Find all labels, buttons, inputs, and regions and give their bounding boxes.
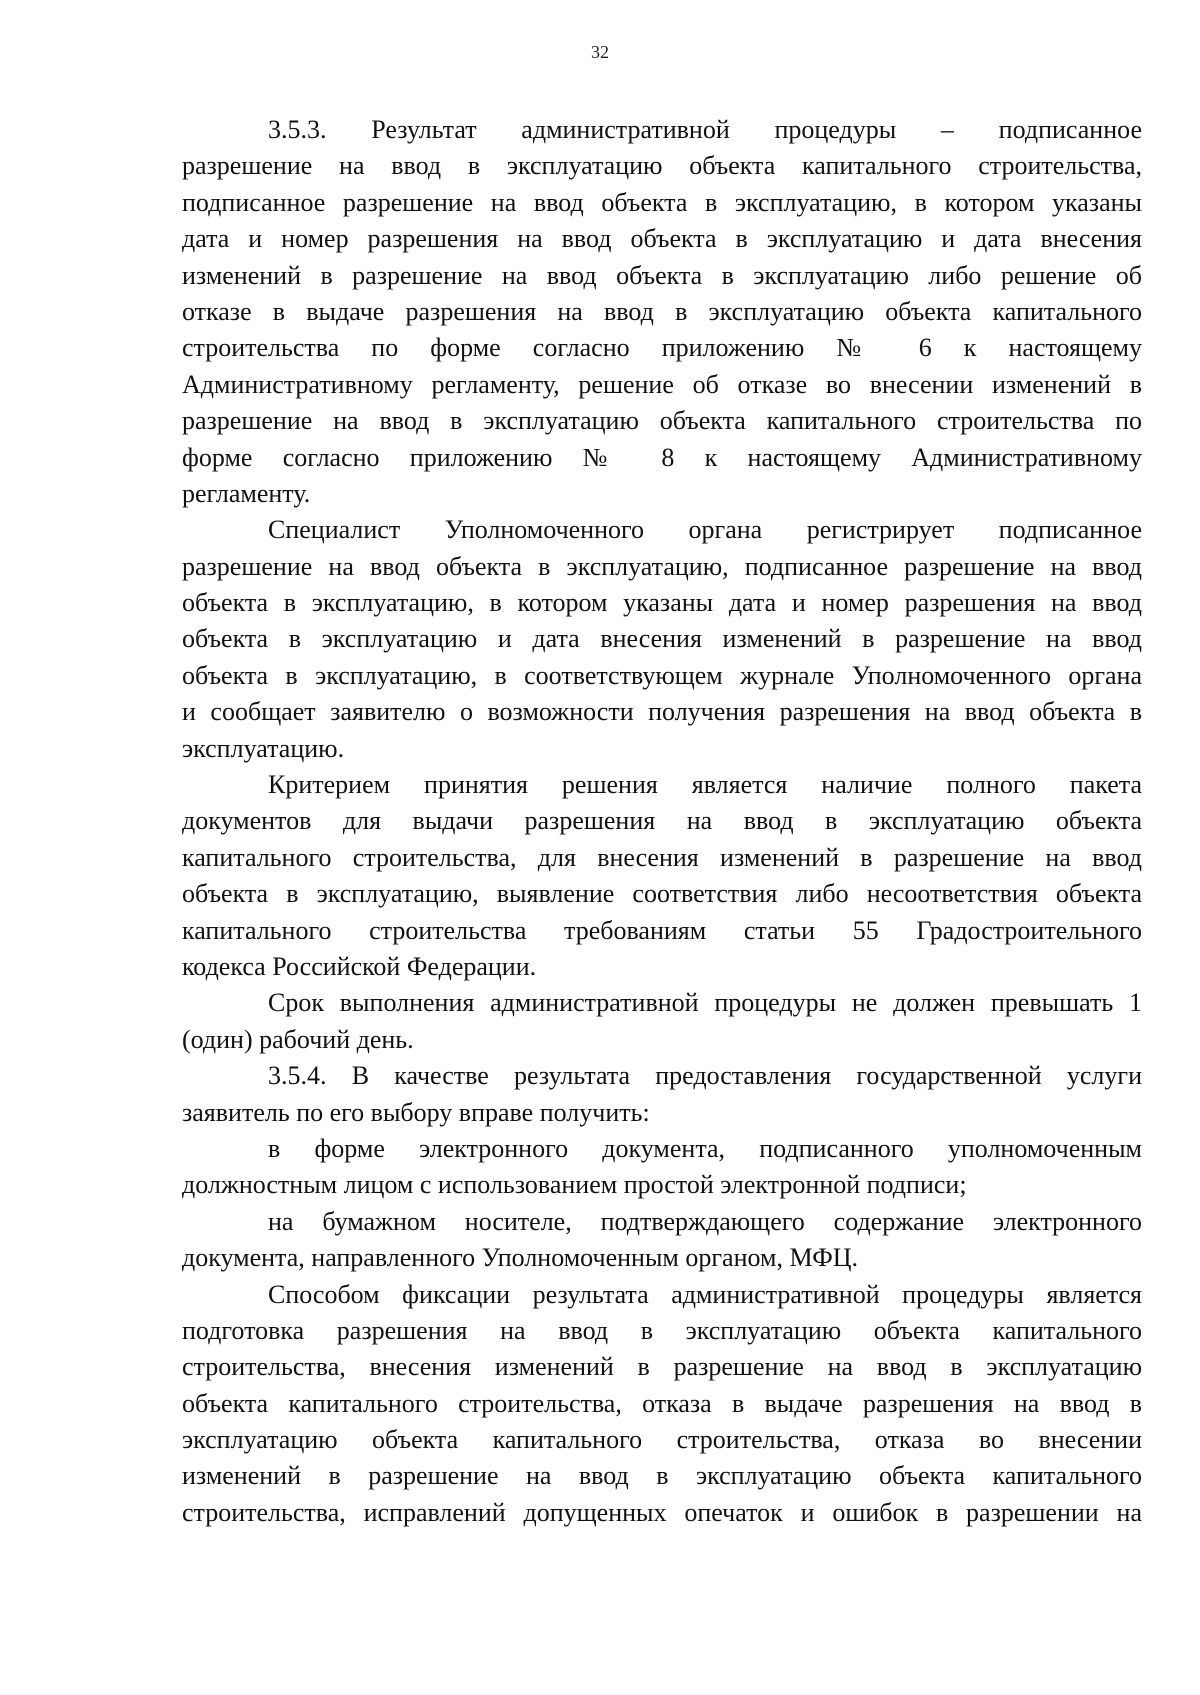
text-line: эксплуатацию.: [182, 733, 345, 763]
text-line: дата и номер разрешения на ввод объекта в эксплуатацию и дата внесения: [182, 224, 1142, 254]
text-line: объекта в эксплуатацию и дата внесения изменений в разрешение на ввод: [182, 624, 1142, 654]
text-line: 3.5.3. Результат административной процедуры – подписанное: [268, 115, 1142, 144]
text-line: (один) рабочий день.: [182, 1024, 414, 1054]
text-line: разрешение на ввод в эксплуатацию объекта капитального строительства по: [182, 406, 1142, 436]
text-line: Критерием принятия решения является наличие полного пакета: [268, 770, 1142, 800]
text-line: 3.5.4. В качестве результата предоставления государственной услуги: [268, 1061, 1142, 1091]
text-line: капитального строительства требованиям статьи 55 Градостроительного: [182, 915, 1142, 945]
text-line: объекта в эксплуатацию, выявление соответствия либо несоответствия объекта: [182, 879, 1142, 909]
text-line: капитального строительства, для внесения изменений в разрешение на ввод: [182, 842, 1142, 872]
text-line: регламенту.: [182, 478, 311, 508]
text-line: и сообщает заявителю о возможности получения разрешения на ввод объекта в: [182, 697, 1142, 727]
text-line: заявитель по его выбору вправе получить:: [182, 1097, 650, 1127]
text-line: должностным лицом с использованием простой электронной подписи;: [182, 1170, 967, 1200]
text-line: объекта капитального строительства, отказа в выдаче разрешения на ввод в: [182, 1388, 1142, 1418]
text-line: в форме электронного документа, подписанного уполномоченным: [268, 1133, 1142, 1163]
text-line: изменений в разрешение на ввод в эксплуатацию объекта капитального: [182, 1461, 1142, 1491]
text-line: документа, направленного Уполномоченным органом, МФЦ.: [182, 1243, 859, 1273]
text-line: изменений в разрешение на ввод объекта в эксплуатацию либо решение об: [182, 260, 1142, 290]
page-number: 32: [591, 42, 609, 62]
text-line: Срок выполнения административной процедуры не должен превышать 1: [268, 988, 1142, 1018]
text-line: разрешение на ввод объекта в эксплуатацию, подписанное разрешение на ввод: [182, 551, 1142, 581]
text-line: разрешение на ввод в эксплуатацию объекта капитального строительства,: [182, 151, 1142, 181]
text-line: строительства, исправлений допущенных опечаток и ошибок в разрешении на: [182, 1497, 1142, 1527]
text-line: кодекса Российской Федерации.: [182, 951, 537, 981]
text-line: Способом фиксации результата административной процедуры является: [268, 1279, 1142, 1309]
text-line: Специалист Уполномоченного органа регистрирует подписанное: [268, 515, 1142, 545]
text-line: строительства по форме согласно приложению № 6 к настоящему: [182, 333, 1142, 363]
text-line: строительства, внесения изменений в разрешение на ввод в эксплуатацию: [182, 1352, 1142, 1382]
text-line: подписанное разрешение на ввод объекта в эксплуатацию, в котором указаны: [182, 187, 1142, 217]
text-line: Административному регламенту, решение об отказе во внесении изменений в: [182, 369, 1142, 399]
text-line: на бумажном носителе, подтверждающего содержание электронного: [268, 1206, 1142, 1236]
text-line: объекта в эксплуатацию, в котором указаны дата и номер разрешения на ввод: [182, 588, 1142, 618]
body-text: [182, 112, 1142, 1531]
text-line: эксплуатацию объекта капитального строительства, отказа во внесении: [182, 1425, 1142, 1455]
text-line: объекта в эксплуатацию, в соответствующем журнале Уполномоченного органа: [182, 660, 1142, 690]
text-line: форме согласно приложению № 8 к настоящему Административному: [182, 442, 1142, 472]
text-line: отказе в выдаче разрешения на ввод в эксплуатацию объекта капитального: [182, 296, 1142, 326]
text-line: документов для выдачи разрешения на ввод в эксплуатацию объекта: [182, 806, 1142, 836]
text-line: подготовка разрешения на ввод в эксплуатацию объекта капитального: [182, 1315, 1142, 1345]
